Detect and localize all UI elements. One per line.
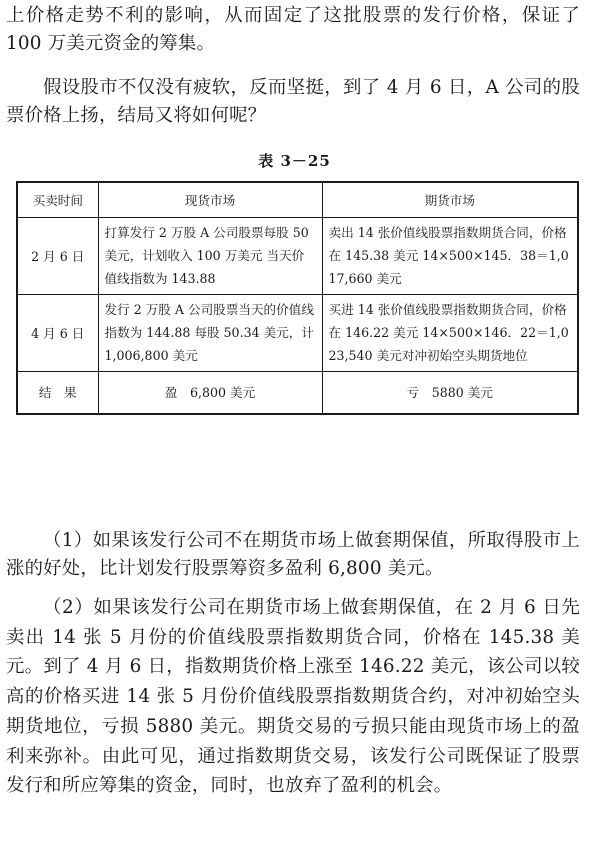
row-time: 2 月 6 日 (17, 218, 98, 295)
table-row (17, 295, 578, 372)
result-spot: 盈 6,800 美元 (98, 372, 322, 415)
header-futures-market: 期货市场 (322, 182, 578, 218)
row-futures-cell: 卖出 14 张价值线股票指数期货合同，价格在 145.38 美元 14×500×145．38＝1,017,660 美元 (322, 218, 578, 295)
result-label: 结 果 (17, 372, 98, 415)
header-time: 买卖时间 (17, 182, 98, 218)
header-spot-market: 现货市场 (98, 182, 322, 218)
table-row (17, 218, 578, 295)
row-time: 4 月 6 日 (17, 295, 98, 372)
row-spot-cell: 打算发行 2 万股 A 公司股票每股 50 美元，计划收入 100 万美元 当天价值线指数为 143.88 (98, 218, 322, 295)
table-result-row (17, 372, 578, 415)
hedging-table (16, 181, 579, 415)
table-title: 表 3－25 (258, 152, 331, 170)
row-spot-cell: 发行 2 万股 A 公司股票当天的价值线指数为 144.88 每股 50.34 美元，计 1,006,800 美元 (98, 295, 322, 372)
table-header-row (17, 182, 578, 218)
paragraph-question: 假设股市不仅没有疲软，反而坚挺，到了 4 月 6 日，A 公司的股票价格上扬，结局又将如何呢？ (6, 77, 580, 126)
result-futures: 亏 5880 美元 (322, 372, 578, 415)
paragraph-continuation: 上价格走势不利的影响，从而固定了这批股票的发行价格，保证了 100 万美元资金的筹集。 (6, 5, 580, 54)
paragraph-point-2: （2）如果该发行公司在期货市场上做套期保值，在 2 月 6 日先卖出 14 张 5 月份的价值线股票指数期货合同，价格在 145.38 美元。到了 4 月 6 日，指数期货价格上涨至 146.22 美元，该公司以较高的价格买进 14 张 5 月份价值线股票指数期货合约，对冲初始空头期货地位，亏损 5880 美元。期货交易的亏损只能由现货市场上的盈利来弥补。由此可见，通过指数期货交易，该发行公司既保证了股票发行和所应筹集的资金，同时，也放弃了盈利的机会。 (6, 597, 580, 797)
paragraph-point-1: （1）如果该发行公司不在期货市场上做套期保值，所取得股市上涨的好处，比计划发行股票筹资多盈利 6,800 美元。 (6, 530, 580, 579)
row-futures-cell: 买进 14 张价值线股票指数期货合同，价格在 146.22 美元 14×500×146．22＝1,023,540 美元对冲初始空头期货地位 (322, 295, 578, 372)
